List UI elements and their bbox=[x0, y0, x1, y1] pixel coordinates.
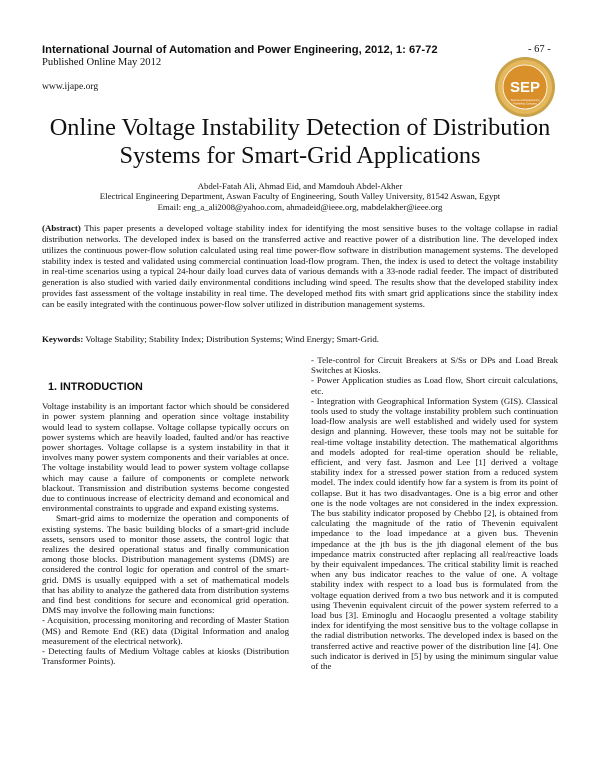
author-emails: Email: eng_a_ali2008@yahoo.com, ahmadeid@ieee.org, mabdelakher@ieee.org bbox=[157, 201, 443, 212]
publication-date: Published Online May 2012 bbox=[42, 57, 162, 68]
intro-list-item-2: - Detecting faults of Medium Voltage cables at kiosks (Distribution Transformer Points). bbox=[42, 646, 289, 667]
journal-name: International Journal of Automation and Power Engineering, 2012, 1: 67-72 bbox=[42, 44, 438, 56]
sep-logo bbox=[494, 56, 556, 118]
intro-list-item-1: - Acquisition, processing monitoring and recording of Master Station (MS) and Remote End (RE) data (Digital Information and analog measurement of the electrical network). bbox=[42, 615, 289, 646]
abstract bbox=[42, 223, 558, 310]
title-line-1: Online Voltage Instability Detection of Distribution bbox=[49, 114, 551, 141]
journal-url[interactable]: www.ijape.org bbox=[42, 81, 99, 92]
intro-list-item-3: - Tele-control for Circuit Breakers at S/Ss or DPs and Load Break Switches at Kiosks. bbox=[311, 355, 558, 376]
left-column bbox=[42, 382, 289, 666]
svg-text:Science and Engineering: Science and Engineering bbox=[510, 99, 540, 102]
keywords bbox=[42, 334, 558, 344]
keywords-text: Voltage Stability; Stability Index; Distribution Systems; Wind Energy; Smart-Grid. bbox=[83, 334, 380, 344]
author-names: Abdel-Fatah Ali, Ahmad Eid, and Mamdouh Abdel-Akher bbox=[197, 181, 403, 191]
title-line-2: Systems for Smart-Grid Applications bbox=[119, 142, 481, 169]
abstract-label: (Abstract) bbox=[42, 223, 81, 233]
author-affiliation: Electrical Engineering Department, Aswan Faculty of Engineering, South Valley University, 81542 Aswan, Egypt bbox=[99, 191, 501, 202]
intro-paragraph-2: Smart-grid aims to modernize the operation and components of existing systems. The basic building blocks of a smart-grid include assets, sensors used to monitor those assets, the control logic that realizes the desired operational status and finally communication among those blocks. Distribution management systems (DMS) are considered the control logic for operation and control of the smart-grid. DMS is usually equipped with a set of mathematical models that has ability to analyze the gathered data from distribution systems and find best conditions for secure and economical grid operation. DMS may involve the following main functions: bbox=[42, 513, 289, 616]
intro-paragraph-1: Voltage instability is an important factor which should be considered in power system planning and operation since voltage instability would lead to system collapse. Voltage collapse typically occurs on power systems which are heavily loaded, faulted and/or has reactive power shortages. Voltage collapse is a system instability in that it involves many power system components and their variables at once. The voltage instability would lead to power system voltage collapse which may cause a failure of components or complete network blackout. Transmission and distribution systems become congested due to continuous increase of electricity demand and economical and environmental constraints to upgrade and expand existing systems. bbox=[42, 401, 289, 514]
right-column bbox=[311, 355, 558, 671]
keywords-label: Keywords: bbox=[42, 334, 84, 344]
logo-text: SEP bbox=[509, 79, 541, 96]
abstract-text: This paper presents a developed voltage stability index for identifying the most sensitive buses to the voltage collapse in radial distribution networks. The developed index is based on the transferred active and reactive power of a distribution line. The developed index utilizes the continuous power-flow solution calculated using real time power-flow software in distribution management systems. The developed stability index is tested and validated using commercial continuation load-flow program. Then, the index is used to detect the voltage instability in real-time scenarios using a typical 24-hour daily load curves data of various demands with a 33-node radial feeder. The impact of distributed generation is also studied with varied daily environmental conditions including wind speed. The results show that the developed stability index provides fast assessment of the voltage instability in real time. The developed method fits with smart grid applications since the stability index can be easily integrated with the continuous power-flow solver utilized in distribution management systems. bbox=[42, 223, 558, 309]
intro-paragraph-3: - Integration with Geographical Information System (GIS). Classical tools used to study the voltage instability problem such continuation load-flow analysis are well established and widely used for system design and planning. However, these tools may not be suitable for real-time voltage instability detection. The mathematical algorithms and models adopted for real-time operation should be reliable, efficient, and very fast. Jasmon and Lee [1] derived a voltage stability index for a stressed power station from a reduced system model. The index could identify how far a system is from its point of collapse. But it has two disadvantages. One is a big error and other one is the node voltages are not considered in the index expression. The bus stability indicator proposed by Chebbo [2], is obtained from calculating the magnitude of the ratio of Thevenin equivalent impedance to the load impedance at a given bus. Thevenin impedance at the jth bus is the jth diagonal element of the bus impedance matrix constructed after replacing all real/reactive loads by their equivalent impedances. The critical stability limit is reached when any bus indicator reaches to the value of one. A voltage stability index with respect to a load bus is formulated from the voltage equation derived from a two bus network and it is computed using Thevenin equivalent circuit of the power system referred to a load bus [3]. Eminoglu and Hocaoglu presented a voltage stability index for identifying the most sensitive bus to the voltage collapse in the radial distribution networks. The developed index is based on the transferred active and reactive power of the distribution line [4]. One such indicator is derived in [5] by using the minimum singular value of the bbox=[311, 395, 558, 672]
svg-text:Publishing Company: Publishing Company bbox=[513, 102, 537, 106]
page-number: - 67 - bbox=[528, 44, 551, 55]
intro-list-item-4: - Power Application studies as Load flow, Short circuit calculations, etc. bbox=[311, 375, 558, 396]
section-heading-introduction: 1. INTRODUCTION bbox=[48, 381, 143, 393]
paper-title bbox=[0, 114, 600, 170]
author-block bbox=[0, 181, 600, 212]
